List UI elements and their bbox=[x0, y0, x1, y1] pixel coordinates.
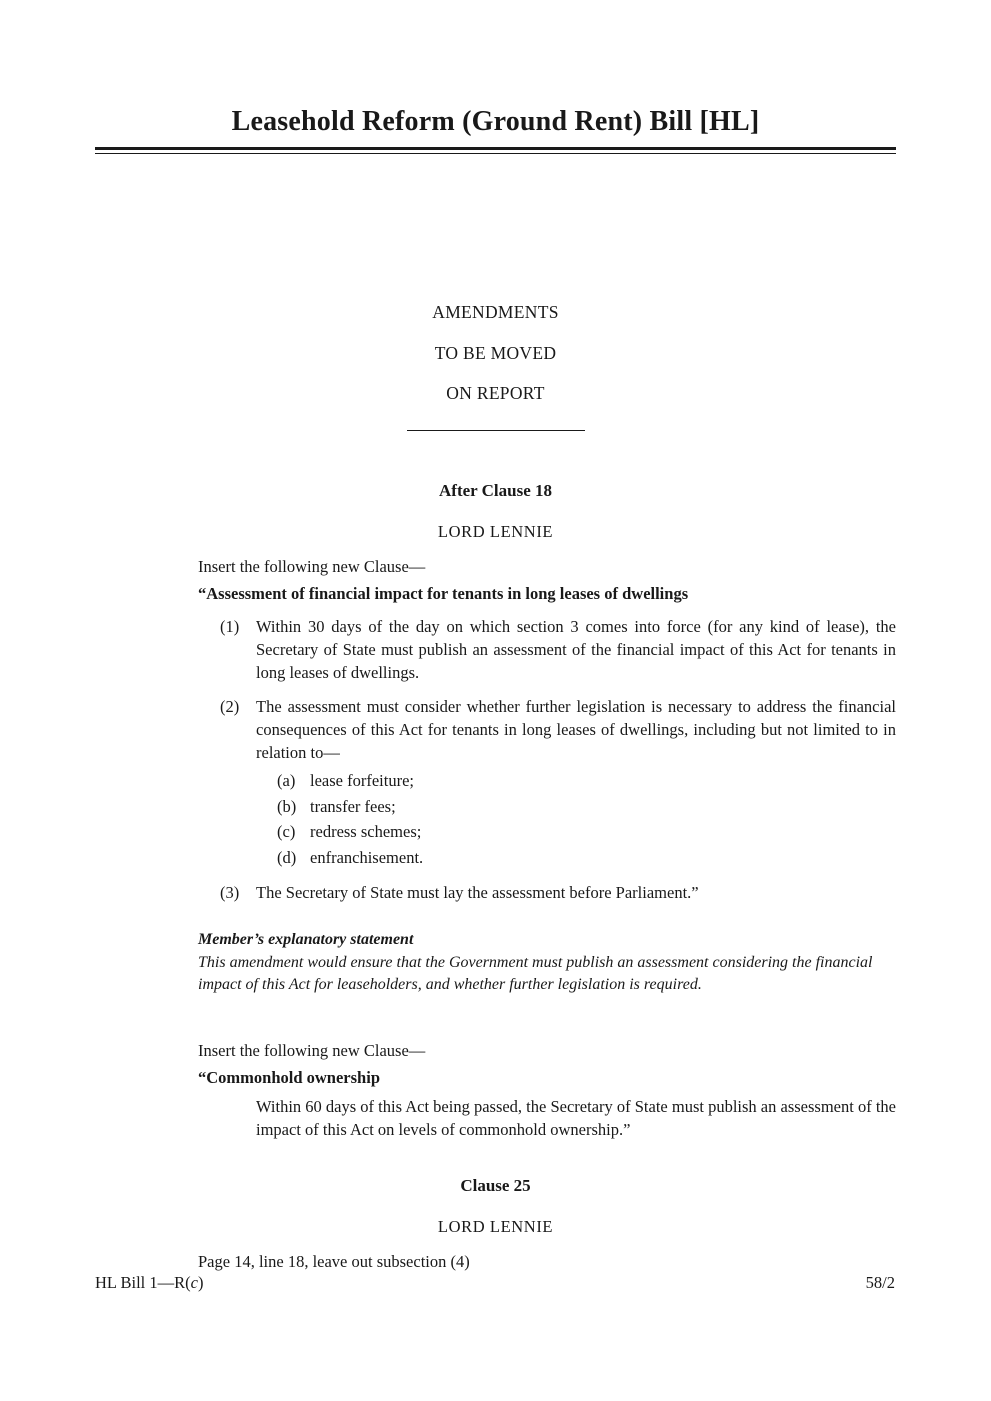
paragraph-d bbox=[277, 845, 896, 871]
subsection-3-number: (3) bbox=[220, 883, 240, 902]
paragraph-d-text: enfranchisement. bbox=[310, 847, 424, 867]
paragraph-c-text: redress schemes; bbox=[310, 822, 422, 841]
subsection-3 bbox=[220, 881, 896, 904]
page-footer bbox=[95, 1273, 895, 1293]
commonhold-clause-title: “Commonhold ownership bbox=[198, 1068, 380, 1087]
section-heading-clause-25: Clause 25 bbox=[460, 1176, 531, 1195]
commonhold-instruction: Insert the following new Clause— bbox=[198, 1041, 426, 1060]
subsection-2-text: The assessment must consider whether further legislation is necessary to address the financial consequences of this Act for tenants in long leases of dwellings, including but not limited to in relation to— bbox=[256, 697, 896, 762]
title-double-rule bbox=[95, 147, 896, 154]
clause-25-mover-name: LORD LENNIE bbox=[437, 1217, 554, 1236]
paragraph-b-text: transfer fees; bbox=[310, 796, 396, 816]
amendment-instruction: Insert the following new Clause— bbox=[198, 557, 426, 576]
subsection-2 bbox=[220, 695, 896, 870]
document-title: Leasehold Reform (Ground Rent) Bill [HL] bbox=[231, 106, 760, 137]
clause-25-instruction: Page 14, line 18, leave out subsection (4) bbox=[198, 1252, 470, 1271]
paragraph-a bbox=[277, 768, 896, 794]
paragraph-b bbox=[277, 794, 896, 820]
subsection-1-text: Within 30 days of the day on which section 3 comes into force (for any kind of lease), the Secretary of State must publish an assessment of the financial impact of this Act for tenants in long leases of dwellings. bbox=[256, 617, 896, 682]
bill-reference bbox=[95, 1273, 203, 1293]
explanatory-statement-title: Member’s explanatory statement bbox=[198, 931, 414, 948]
subsection-2-list bbox=[277, 768, 896, 870]
explanatory-statement-text: This amendment would ensure that the Government must publish an assessment considering the financial impact of this Act for leaseholders, and whether further legislation is required. bbox=[198, 954, 873, 993]
mover-name: LORD LENNIE bbox=[437, 522, 554, 541]
page-content bbox=[0, 106, 991, 1272]
subsection-1-number: (1) bbox=[220, 617, 240, 636]
preamble-separator-rule bbox=[407, 430, 585, 431]
subsection-1-body bbox=[256, 615, 896, 684]
explanatory-statement bbox=[198, 931, 896, 996]
paragraph-d-number: (d) bbox=[277, 847, 297, 867]
preamble-line-amendments: AMENDMENTS bbox=[432, 302, 559, 322]
subsection-2-body bbox=[256, 695, 896, 870]
commonhold-clause-text: Within 60 days of this Act being passed, the Secretary of State must publish an assessment of the impact of this Act on levels of commonhold ownership.” bbox=[256, 1097, 896, 1139]
subsection-3-body bbox=[256, 881, 896, 904]
bill-reference-prefix: HL Bill 1—R( bbox=[95, 1273, 191, 1292]
session-number: 58/2 bbox=[865, 1273, 895, 1292]
paragraph-c-number: (c) bbox=[277, 822, 296, 841]
preamble-line-on-report: ON REPORT bbox=[446, 383, 545, 403]
bill-reference-suffix: ) bbox=[197, 1273, 204, 1292]
subsection-3-text: The Secretary of State must lay the assessment before Parliament.” bbox=[256, 883, 699, 902]
amendments-preamble bbox=[95, 302, 896, 431]
preamble-line-to-be-moved: TO BE MOVED bbox=[434, 342, 557, 363]
subsection-2-number: (2) bbox=[220, 697, 240, 716]
paragraph-a-text: lease forfeiture; bbox=[310, 771, 414, 790]
section-heading-after-clause-18: After Clause 18 bbox=[439, 481, 552, 500]
subsection-1 bbox=[220, 615, 896, 684]
paragraph-a-number: (a) bbox=[277, 771, 296, 790]
new-clause-title: “Assessment of financial impact for tenants in long leases of dwellings bbox=[198, 584, 689, 603]
paragraph-c bbox=[277, 819, 896, 845]
paragraph-b-number: (b) bbox=[277, 796, 297, 816]
bill-reference-italic: c bbox=[190, 1273, 198, 1292]
